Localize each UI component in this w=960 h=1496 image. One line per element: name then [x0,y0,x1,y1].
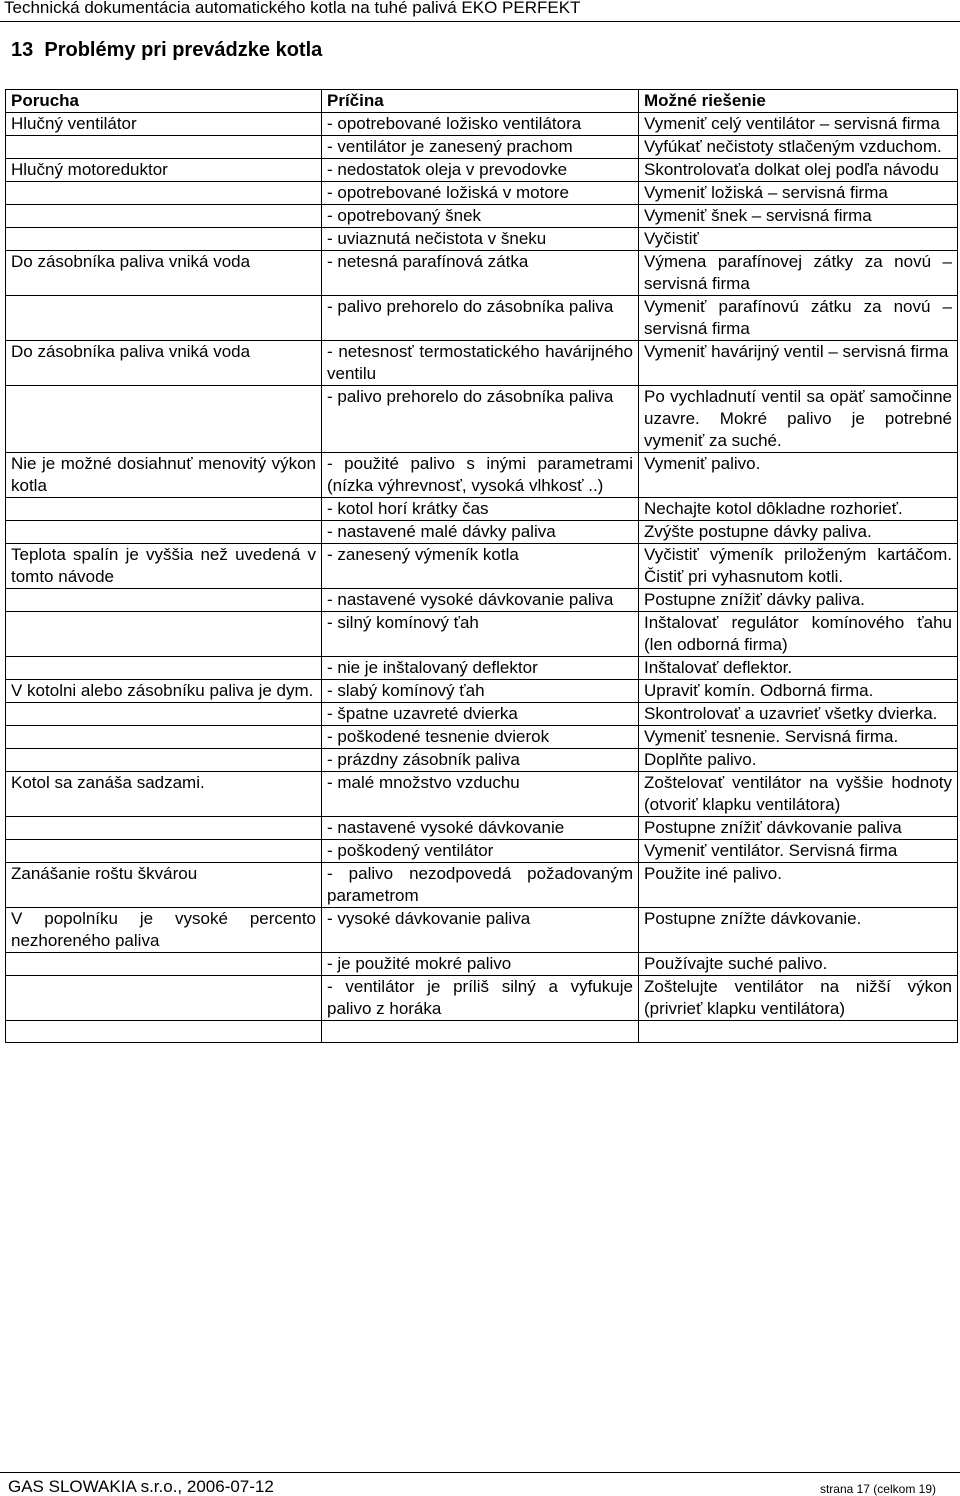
cell-solution: Postupne znížiť dávkovanie paliva [639,817,958,840]
table-row [6,817,958,840]
cell-cause: - palivo nezodpovedá požadovaným parametrom [322,863,639,908]
cell-solution: Vyfúkať nečistoty stlačeným vzduchom. [639,136,958,159]
cell-cause: - uviaznutá nečistota v šneku [322,228,639,251]
cell-fault: V popolníku je vysoké percento nezhoreného paliva [6,908,322,953]
cell-cause: - prázdny zásobník paliva [322,749,639,772]
cell-cause: - nastavené vysoké dávkovanie paliva [322,589,639,612]
table-row [6,976,958,1021]
table-row [6,953,958,976]
cell-solution: Použite iné palivo. [639,863,958,908]
cell-solution: Zoštelujte ventilátor na nižší výkon (privrieť klapku ventilátora) [639,976,958,1021]
cell-fault [6,976,322,1021]
section-heading [11,37,322,63]
cell-fault [6,840,322,863]
cell-cause: - opotrebovaný šnek [322,205,639,228]
cell-fault [6,182,322,205]
cell-solution: Vymeniť parafínovú zátku za novú – servisná firma [639,296,958,341]
document-footer [0,1472,960,1496]
cell-solution: Po vychladnutí ventil sa opäť samočinne uzavre. Mokré palivo je potrebné vymeniť za suché. [639,386,958,453]
table-header-row [6,90,958,113]
cell-cause: - netesnosť termostatického havárijného ventilu [322,341,639,386]
cell-solution [639,1021,958,1043]
column-header-fault: Porucha [6,90,322,113]
table-row [6,772,958,817]
cell-solution: Nechajte kotol dôkladne rozhorieť. [639,498,958,521]
cell-cause: - silný komínový ťah [322,612,639,657]
table-row [6,386,958,453]
table-row [6,726,958,749]
cell-cause: - nedostatok oleja v prevodovke [322,159,639,182]
cell-fault: Teplota spalín je vyššia než uvedená v tomto návode [6,544,322,589]
cell-cause: - ventilátor je príliš silný a vyfukuje palivo z horáka [322,976,639,1021]
cell-solution: Inštalovať regulátor komínového ťahu (len odborná firma) [639,612,958,657]
table-row [6,113,958,136]
cell-fault: Do zásobníka paliva vniká voda [6,251,322,296]
cell-solution: Vymeniť celý ventilátor – servisná firma [639,113,958,136]
cell-cause: - vysoké dávkovanie paliva [322,908,639,953]
cell-cause: - špatne uzavreté dvierka [322,703,639,726]
cell-fault [6,589,322,612]
cell-solution: Vymeniť tesnenie. Servisná firma. [639,726,958,749]
cell-solution: Vymeniť ložiská – servisná firma [639,182,958,205]
cell-solution: Zoštelovať ventilátor na vyššie hodnoty (otvoriť klapku ventilátora) [639,772,958,817]
table-row [6,612,958,657]
table-row [6,341,958,386]
cell-cause: - opotrebované ložisko ventilátora [322,113,639,136]
section-title: Problémy pri prevádzke kotla [44,39,323,61]
cell-cause: - palivo prehorelo do zásobníka paliva [322,386,639,453]
table-row [6,453,958,498]
table-row [6,228,958,251]
column-header-solution: Možné riešenie [639,90,958,113]
cell-cause: - kotol horí krátky čas [322,498,639,521]
footer-page-number: strana 17 (celkom 19) [819,1482,936,1496]
cell-cause: - slabý komínový ťah [322,680,639,703]
cell-solution: Postupne znížiť dávky paliva. [639,589,958,612]
cell-solution: Skontrolovať a uzavrieť všetky dvierka. [639,703,958,726]
cell-fault [6,953,322,976]
table-row [6,703,958,726]
table-row [6,908,958,953]
cell-cause: - zanesený výmeník kotla [322,544,639,589]
table-row [6,251,958,296]
cell-solution: Postupne znížte dávkovanie. [639,908,958,953]
cell-solution: Vyčistiť výmeník priloženým kartáčom. Čistiť pri vyhasnutom kotli. [639,544,958,589]
section-number: 13 [11,39,34,61]
cell-fault [6,228,322,251]
cell-solution: Zvýšte postupne dávky paliva. [639,521,958,544]
cell-cause: - nastavené malé dávky paliva [322,521,639,544]
cell-cause: - poškodený ventilátor [322,840,639,863]
cell-solution: Doplňte palivo. [639,749,958,772]
cell-cause: - použité palivo s inými parametrami (nízka výhrevnosť, vysoká vlhkosť ..) [322,453,639,498]
cell-cause: - malé množstvo vzduchu [322,772,639,817]
table-row [6,296,958,341]
table-row [6,589,958,612]
cell-fault [6,498,322,521]
cell-fault [6,205,322,228]
cell-fault [6,136,322,159]
troubleshooting-table [5,89,958,1043]
cell-fault: Do zásobníka paliva vniká voda [6,341,322,386]
cell-fault [6,612,322,657]
cell-fault [6,817,322,840]
cell-fault: V kotolni alebo zásobníku paliva je dym. [6,680,322,703]
table-row [6,749,958,772]
document-header [0,0,960,22]
cell-cause: - nastavené vysoké dávkovanie [322,817,639,840]
table-row [6,182,958,205]
cell-cause: - netesná parafínová zátka [322,251,639,296]
table-row [6,1021,958,1043]
cell-solution: Vymeniť šnek – servisná firma [639,205,958,228]
cell-cause: - opotrebované ložiská v motore [322,182,639,205]
cell-fault [6,749,322,772]
cell-solution: Skontrolovaťa dolkat olej podľa návodu [639,159,958,182]
cell-fault [6,521,322,544]
cell-fault [6,726,322,749]
table-row [6,521,958,544]
cell-solution: Vymeniť palivo. [639,453,958,498]
cell-fault [6,1021,322,1043]
table-row [6,863,958,908]
table-row [6,159,958,182]
cell-fault [6,657,322,680]
cell-cause: - poškodené tesnenie dvierok [322,726,639,749]
cell-solution: Vymeniť havárijný ventil – servisná firma [639,341,958,386]
table-body [6,113,958,1043]
table-row [6,657,958,680]
cell-cause: - palivo prehorelo do zásobníka paliva [322,296,639,341]
table-row [6,498,958,521]
cell-solution: Inštalovať deflektor. [639,657,958,680]
table-row [6,840,958,863]
table-row [6,544,958,589]
cell-fault [6,386,322,453]
cell-cause: - ventilátor je zanesený prachom [322,136,639,159]
cell-fault: Zanášanie roštu škvárou [6,863,322,908]
cell-cause: - je použité mokré palivo [322,953,639,976]
cell-solution: Vyčistiť [639,228,958,251]
table-row [6,205,958,228]
footer-company-date: GAS SLOWAKIA s.r.o., 2006-07-12 [8,1477,274,1496]
cell-fault: Hlučný ventilátor [6,113,322,136]
cell-solution: Výmena parafínovej zátky za novú – servisná firma [639,251,958,296]
cell-fault: Kotol sa zanáša sadzami. [6,772,322,817]
cell-cause [322,1021,639,1043]
cell-fault [6,703,322,726]
table-row [6,136,958,159]
cell-solution: Používajte suché palivo. [639,953,958,976]
cell-fault [6,296,322,341]
document-title: Technická dokumentácia automatického kotla na tuhé palivá EKO PERFEKT [4,0,581,17]
cell-fault: Hlučný motoreduktor [6,159,322,182]
cell-fault: Nie je možné dosiahnuť menovitý výkon kotla [6,453,322,498]
cell-cause: - nie je inštalovaný deflektor [322,657,639,680]
table-row [6,680,958,703]
cell-solution: Upraviť komín. Odborná firma. [639,680,958,703]
cell-solution: Vymeniť ventilátor. Servisná firma [639,840,958,863]
column-header-cause: Príčina [322,90,639,113]
